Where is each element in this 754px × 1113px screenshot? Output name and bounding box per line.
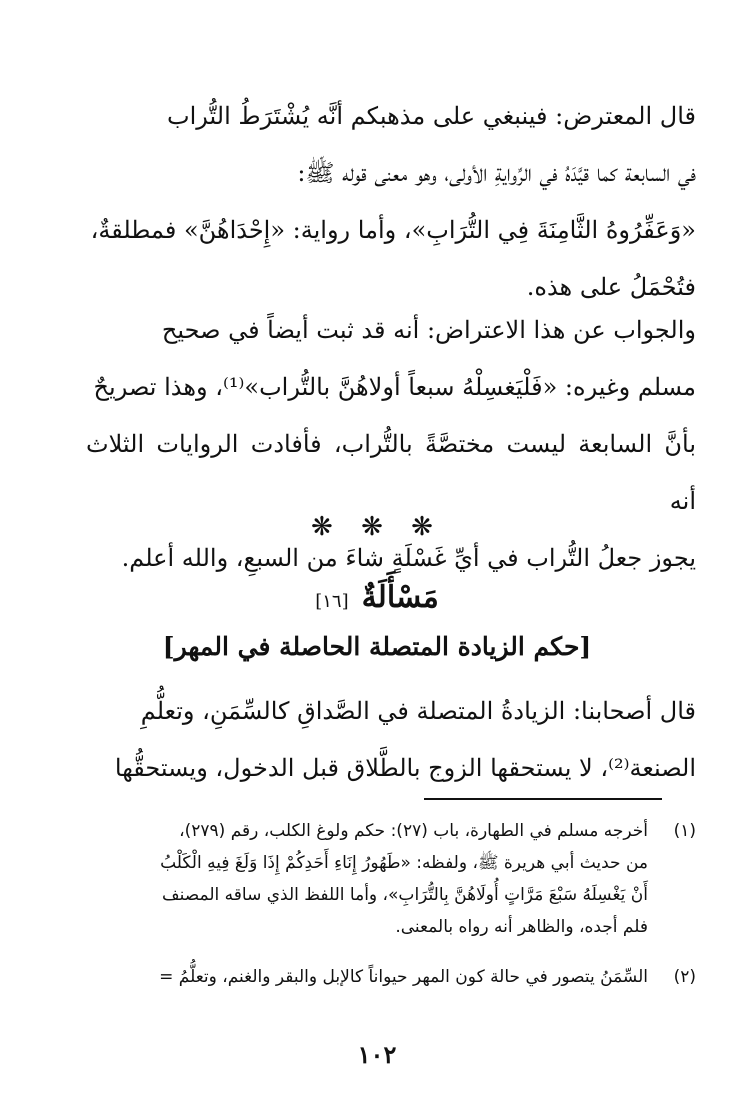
text-line: قال أصحابنا: الزيادةُ المتصلة في الصَّداقِ كالسِّمَنِ، وتعلُّمِ — [140, 697, 696, 725]
footnote-line: من حديث أبي هريرة ﷺ، ولفظه: «طَهُورُ إِنَاءِ أَحَدِكُمْ إِذَا وَلَغَ فِيهِ الْكَلْبُ — [160, 853, 648, 873]
footnote-number: (٢) — [673, 967, 696, 987]
paragraph-objection — [86, 88, 696, 316]
text-line: والجواب عن هذا الاعتراض: أنه قد ثبت أيضاً في صحيح — [161, 316, 696, 344]
text-line: بأنَّ السابعة ليست مختصَّةً بالتُّراب، فأفادت الروايات الثلاث أنه — [86, 430, 696, 515]
text-line: يجوز جعلُ التُّراب في أيِّ غَسْلَةٍ شاءَ من السبعِ، والله أعلم. — [121, 544, 696, 572]
footnote-separator — [424, 798, 662, 800]
section-subtitle: [حكم الزيادة المتصلة الحاصلة في المهر] — [162, 632, 592, 661]
page-number: ١٠٢ — [357, 1040, 397, 1069]
masalah-heading — [0, 580, 754, 615]
footnotes — [86, 815, 696, 993]
footnote-line: فلم أجده، والظاهر أنه رواه بالمعنى. — [395, 917, 648, 937]
footnote-number: (١) — [673, 821, 696, 841]
text-line: قال المعترض: فينبغي على مذهبكم أنَّه يُشْتَرَطُ التُّراب — [167, 102, 696, 130]
footnote-1 — [86, 815, 696, 943]
footnote-2 — [86, 961, 696, 993]
paragraph-ruling — [86, 683, 696, 797]
text-line: «وَعَفِّرُوهُ الثَّامِنَةَ فِي التُّرَابِ»، وأما رواية: «إِحْدَاهُنَّ» فمطلقةٌ، — [90, 216, 696, 244]
masalah-number: [١٦] — [315, 591, 349, 612]
text-line: في السابعة كما قيَّدَهُ في الرِّوايةِ الأولى، وهو معنى قوله ﷺ: — [297, 159, 696, 187]
text-line: مسلم وغيره: «فَلْيَغسِلْهُ سبعاً أولاهُنَّ بالتُّراب»⁽¹⁾، وهذا تصريحٌ — [93, 373, 696, 401]
masalah-label: مَسْأَلَةٌ — [361, 580, 439, 615]
footnote-line: أخرجه مسلم في الطهارة، باب (٢٧): حكم ولوغ الكلب، رقم (٢٧٩)، — [179, 821, 648, 841]
text-line: فتُحْمَلُ على هذه. — [526, 273, 696, 301]
footnote-line: أَنْ يَغْسِلَهُ سَبْعَ مَرَّاتٍ أُولَاهُنَّ بِالتُّرَابِ»، وأما اللفظ الذي ساقه المصنف — [162, 885, 648, 905]
footnote-line: السِّمَنُ يتصور في حالة كون المهر حيواناً كالإبل والبقر والغنم، وتعلُّمُ = — [159, 967, 648, 987]
paragraph-answer — [86, 302, 696, 587]
text-line: الصنعة⁽²⁾، لا يستحقها الزوج بالطَّلاق قبل الدخول، ويستحقُّها — [114, 754, 696, 782]
section-divider: ❋ ❋ ❋ — [311, 512, 443, 542]
